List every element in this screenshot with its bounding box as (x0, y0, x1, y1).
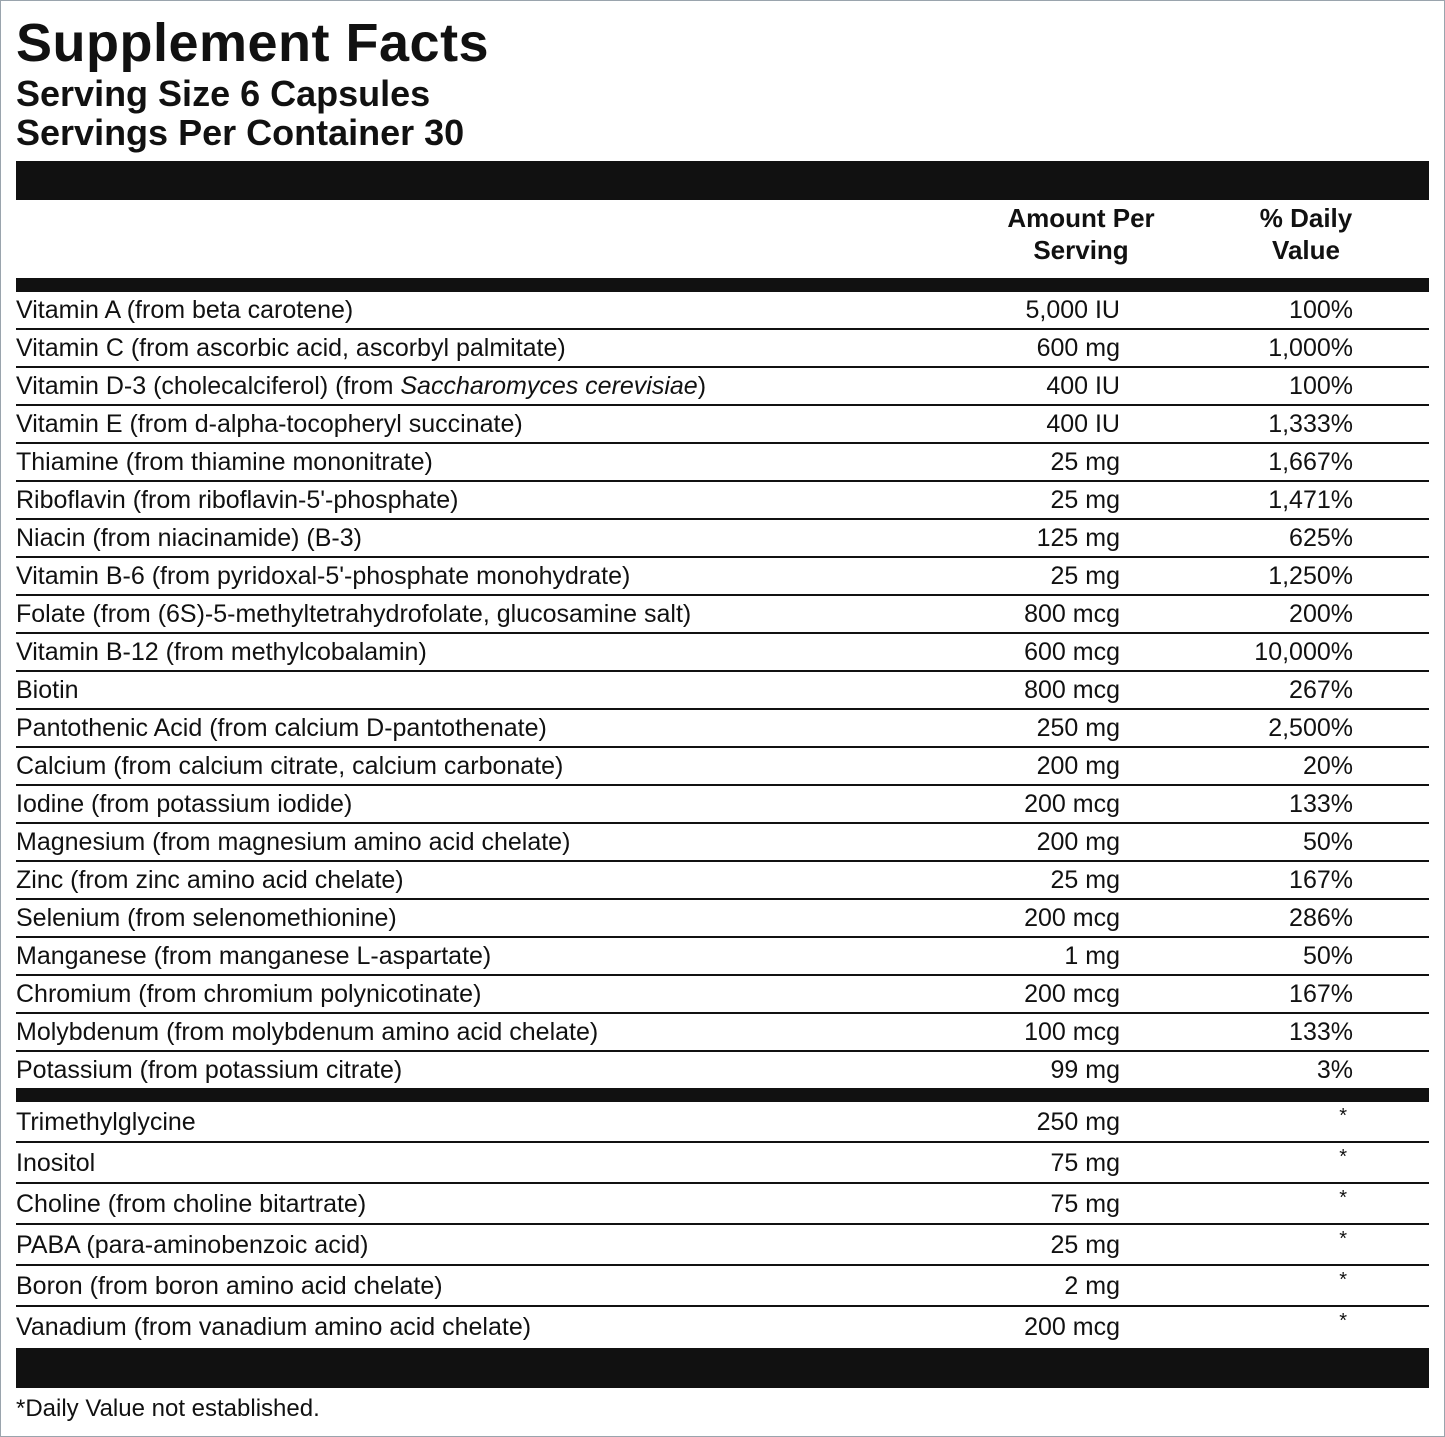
daily-value: * (1339, 1310, 1347, 1332)
ingredient-name: Vitamin B-6 (from pyridoxal-5'-phosphate monohydrate) (16, 562, 631, 590)
amount-per-serving: 600 mcg (1024, 638, 1120, 666)
amount-per-serving: 75 mg (1050, 1190, 1120, 1218)
ingredient-name: Vitamin D-3 (cholecalciferol) (from Saccharomyces cerevisiae) (16, 372, 707, 400)
ingredient-name: Pantothenic Acid (from calcium D-pantothenate) (16, 714, 547, 742)
amount-per-serving: 5,000 IU (1025, 296, 1120, 324)
daily-value: 167% (1289, 866, 1353, 894)
nutrient-row (16, 786, 1429, 824)
nutrient-row (16, 672, 1429, 710)
daily-value: 267% (1289, 676, 1353, 704)
nutrient-row (16, 824, 1429, 862)
nutrient-row (16, 938, 1429, 976)
ingredient-name: Vitamin B-12 (from methylcobalamin) (16, 638, 427, 666)
nutrient-row (16, 1052, 1429, 1088)
amount-per-serving: 200 mg (1036, 828, 1120, 856)
amount-per-serving: 200 mcg (1024, 790, 1120, 818)
ingredient-name: Biotin (16, 676, 79, 704)
amount-per-serving: 800 mcg (1024, 676, 1120, 704)
daily-value: 50% (1302, 828, 1353, 856)
daily-value: 1,333% (1268, 410, 1353, 438)
other-ingredient-row (16, 1266, 1429, 1307)
ingredient-name: Zinc (from zinc amino acid chelate) (16, 866, 404, 894)
daily-value: 200% (1289, 600, 1353, 628)
nutrient-row (16, 1014, 1429, 1052)
other-ingredient-row (16, 1307, 1429, 1346)
daily-value: 133% (1289, 790, 1353, 818)
amount-per-serving: 200 mcg (1024, 980, 1120, 1008)
supplement-facts-label (16, 12, 1429, 1424)
column-headers (16, 200, 1429, 278)
nutrient-row (16, 292, 1429, 330)
section-divider-bar (16, 1088, 1429, 1102)
daily-value: 167% (1289, 980, 1353, 1008)
ingredient-name: Iodine (from potassium iodide) (16, 790, 353, 818)
daily-value: 50% (1302, 942, 1353, 970)
amount-per-serving: 25 mg (1050, 448, 1120, 476)
amount-per-serving-header (991, 202, 1171, 266)
amount-per-serving: 25 mg (1050, 1231, 1120, 1259)
daily-value: 625% (1289, 524, 1353, 552)
daily-value: * (1339, 1228, 1347, 1250)
ingredient-name: Folate (from (6S)-5-methyltetrahydrofolate, glucosamine salt) (16, 600, 692, 628)
footer-divider-bar (16, 1348, 1429, 1388)
nutrient-row (16, 406, 1429, 444)
amount-per-serving: 800 mcg (1024, 600, 1120, 628)
nutrient-row (16, 368, 1429, 406)
ingredient-name: Chromium (from chromium polynicotinate) (16, 980, 482, 1008)
serving-size: Serving Size 6 Capsules (16, 73, 431, 114)
daily-value: 286% (1289, 904, 1353, 932)
amount-per-serving: 75 mg (1050, 1149, 1120, 1177)
nutrient-row (16, 710, 1429, 748)
daily-value: 2,500% (1268, 714, 1353, 742)
other-ingredient-row (16, 1184, 1429, 1225)
nutrient-row (16, 634, 1429, 672)
amount-per-serving: 600 mg (1036, 334, 1120, 362)
daily-value: 100% (1289, 372, 1353, 400)
ingredient-name: Riboflavin (from riboflavin-5'-phosphate) (16, 486, 459, 514)
nutrient-row (16, 862, 1429, 900)
label-title: Supplement Facts (16, 13, 490, 73)
ingredient-name: Choline (from choline bitartrate) (16, 1190, 367, 1218)
nutrient-row (16, 520, 1429, 558)
amount-per-serving: 125 mg (1036, 524, 1120, 552)
ingredient-name: Magnesium (from magnesium amino acid chelate) (16, 828, 571, 856)
daily-value-header (1236, 202, 1376, 266)
dv-header-line1: % Daily (1259, 203, 1353, 233)
nutrient-row (16, 748, 1429, 786)
amount-per-serving: 250 mg (1036, 714, 1120, 742)
daily-value: 1,000% (1268, 334, 1353, 362)
ingredient-name: Trimethylglycine (16, 1108, 196, 1136)
ingredient-name: PABA (para-aminobenzoic acid) (16, 1231, 369, 1259)
daily-value: 1,667% (1268, 448, 1353, 476)
daily-value: 1,250% (1268, 562, 1353, 590)
daily-value: 20% (1302, 752, 1353, 780)
amount-per-serving: 200 mg (1036, 752, 1120, 780)
nutrient-row (16, 596, 1429, 634)
dv-header-line2: Value (1272, 235, 1340, 265)
daily-value: * (1339, 1105, 1347, 1127)
ingredient-name: Vanadium (from vanadium amino acid chelate) (16, 1313, 532, 1341)
amount-per-serving: 200 mcg (1024, 904, 1120, 932)
nutrient-row (16, 482, 1429, 520)
ingredient-name: Calcium (from calcium citrate, calcium carbonate) (16, 752, 564, 780)
amount-per-serving: 25 mg (1050, 486, 1120, 514)
daily-value: 10,000% (1254, 638, 1353, 666)
ingredient-name: Vitamin C (from ascorbic acid, ascorbyl palmitate) (16, 334, 566, 362)
amount-per-serving: 100 mcg (1024, 1018, 1120, 1046)
other-ingredients-table (16, 1102, 1429, 1346)
amount-per-serving: 250 mg (1036, 1108, 1120, 1136)
servings-per-container: Servings Per Container 30 (16, 112, 465, 153)
amount-header-line1: Amount Per (1007, 203, 1155, 233)
ingredient-name: Boron (from boron amino acid chelate) (16, 1272, 443, 1300)
ingredient-name: Vitamin E (from d-alpha-tocopheryl succinate) (16, 410, 523, 438)
nutrient-row (16, 444, 1429, 482)
ingredient-name: Manganese (from manganese L-aspartate) (16, 942, 492, 970)
amount-per-serving: 200 mcg (1024, 1313, 1120, 1341)
nutrient-table (16, 292, 1429, 1088)
ingredient-name: Vitamin A (from beta carotene) (16, 296, 354, 324)
column-header-divider (16, 278, 1429, 292)
ingredient-name: Potassium (from potassium citrate) (16, 1056, 403, 1084)
daily-value: * (1339, 1269, 1347, 1291)
ingredient-name: Molybdenum (from molybdenum amino acid chelate) (16, 1018, 599, 1046)
nutrient-row (16, 976, 1429, 1014)
amount-per-serving: 99 mg (1050, 1056, 1120, 1084)
other-ingredient-row (16, 1225, 1429, 1266)
ingredient-name: Thiamine (from thiamine mononitrate) (16, 448, 433, 476)
daily-value: * (1339, 1187, 1347, 1209)
daily-value: 100% (1289, 296, 1353, 324)
ingredient-name: Selenium (from selenomethionine) (16, 904, 397, 932)
amount-per-serving: 400 IU (1046, 372, 1120, 400)
amount-per-serving: 25 mg (1050, 866, 1120, 894)
header-divider-bar (16, 161, 1429, 200)
nutrient-row (16, 900, 1429, 938)
other-ingredient-row (16, 1102, 1429, 1143)
amount-per-serving: 1 mg (1064, 942, 1120, 970)
daily-value: 1,471% (1268, 486, 1353, 514)
other-ingredient-row (16, 1143, 1429, 1184)
ingredient-name: Inositol (16, 1149, 96, 1177)
amount-per-serving: 25 mg (1050, 562, 1120, 590)
amount-per-serving: 400 IU (1046, 410, 1120, 438)
daily-value: * (1339, 1146, 1347, 1168)
ingredient-name: Niacin (from niacinamide) (B-3) (16, 524, 362, 552)
daily-value: 133% (1289, 1018, 1353, 1046)
footnote: *Daily Value not established. (16, 1395, 320, 1422)
nutrient-row (16, 558, 1429, 596)
nutrient-row (16, 330, 1429, 368)
daily-value: 3% (1316, 1056, 1353, 1084)
amount-header-line2: Serving (1033, 235, 1129, 265)
amount-per-serving: 2 mg (1064, 1272, 1120, 1300)
